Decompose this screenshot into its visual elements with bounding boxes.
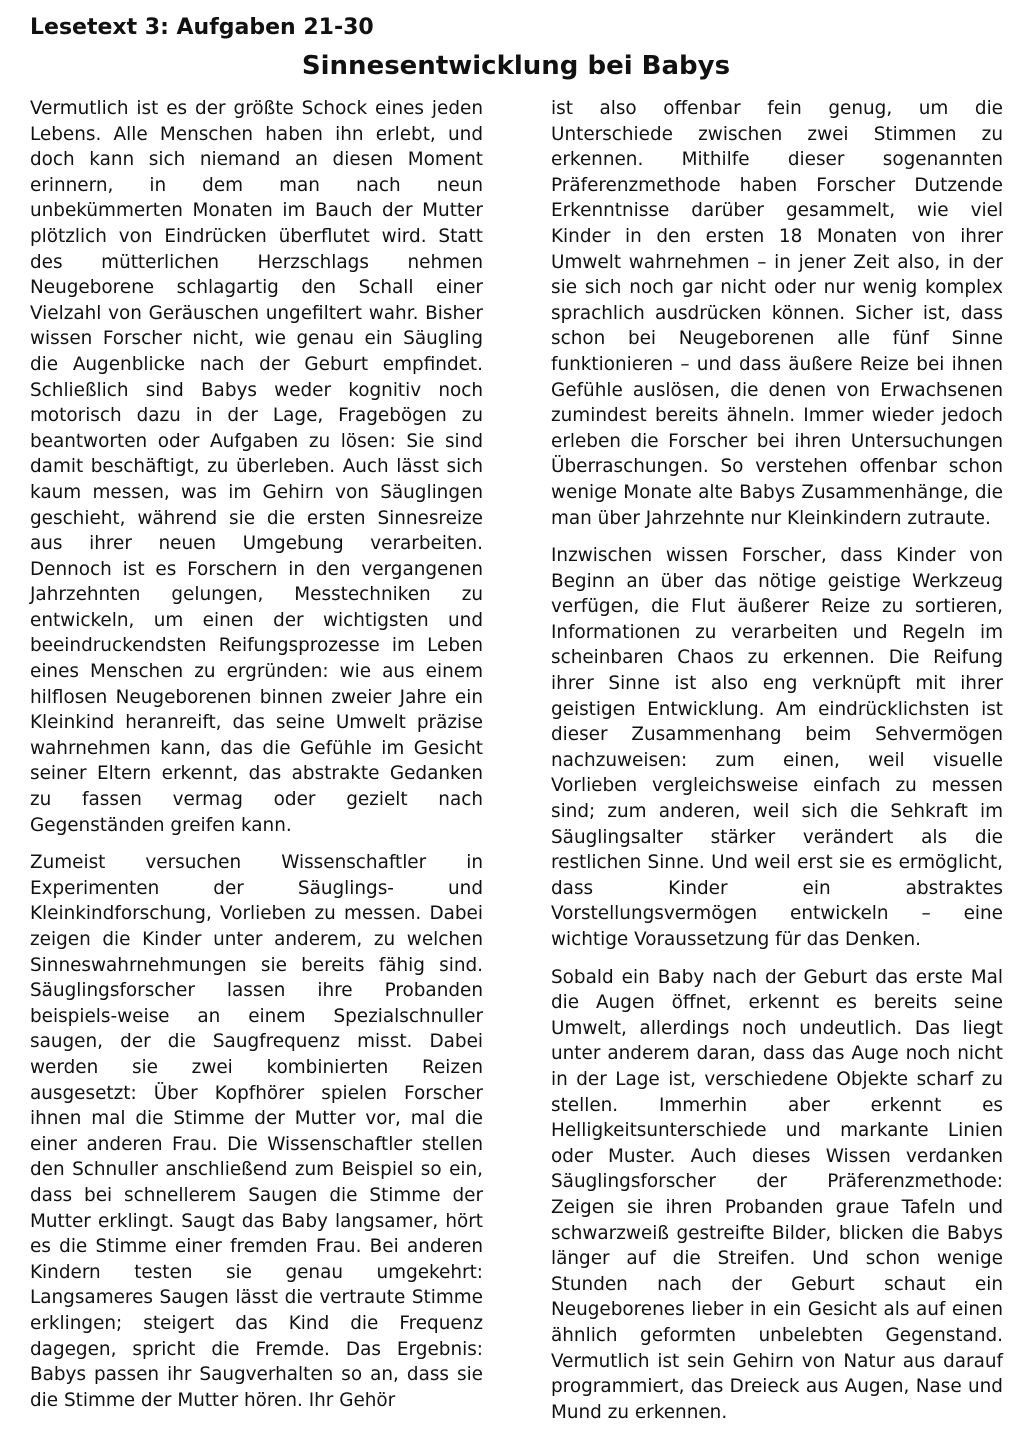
section-header: Lesetext 3: Aufgaben 21-30 — [30, 15, 374, 40]
paragraph: Vermutlich ist es der größte Schock eines jeden Lebens. Alle Menschen haben ihn erlebt, und doch kann sich niemand an diesen Moment erinnern, in dem man nach neun unbekümmerten Monaten im Bauch der Mutter plötzlich von Eindrücken überflutet wird. Statt des mütterlichen Herzschlags nehmen Neugeborene schlagartig den Schall einer Vielzahl von Geräuschen ungefiltert wahr. Bisher wissen Forscher nicht, wie genau ein Säugling die Augenblicke nach der Geburt empfindet. Schließlich sind Babys weder kognitiv noch motorisch dazu in der Lage, Fragebögen zu beantworten oder Aufgaben zu lösen: Sie sind damit beschäftigt, zu überleben. Auch lässt sich kaum messen, was im Gehirn von Säuglingen geschieht, während sie die ersten Sinnesreize aus ihrer neuen Umgebung verarbeiten. Dennoch ist es Forschern in den vergangenen Jahrzehnten gelungen, Messtechniken zu entwickeln, um einen der wichtigsten und beeindruckendsten Reifungsprozesse im Leben eines Menschen zu ergründen: wie aus einem hilflosen Neugeborenen binnen zweier Jahre ein Kleinkind heranreift, das seine Umwelt präzise wahrnehmen kann, das die Gefühle im Gesicht seiner Eltern erkennt, das abstrakte Gedanken zu fassen vermag oder gezielt nach Gegenständen greifen kann. — [30, 98, 483, 836]
article-title: Sinnesentwicklung bei Babys — [301, 51, 731, 81]
left-column — [30, 96, 483, 1425]
right-column — [551, 96, 1003, 1437]
paragraph: Inzwischen wissen Forscher, dass Kinder von Beginn an über das nötige geistige Werkzeug verfügen, die Flut äußerer Reize zu sortieren, Informationen zu verarbeiten und Regeln im scheinbaren Chaos zu erkennen. Die Reifung ihrer Sinne ist also eng verknüpft mit ihrer geistigen Entwicklung. Am eindrücklichsten ist dieser Zusammenhang beim Sehvermögen nachzuweisen: zum einen, weil visuelle Vorlieben vergleichsweise einfach zu messen sind; zum anderen, weil sich die Sehkraft im Säuglingsalter stärker verändert als die restlichen Sinne. Und weil erst sie es ermöglicht, dass Kinder ein abstraktes Vorstellungsvermögen entwickeln – eine wichtige Voraussetzung für das Denken. — [551, 545, 1003, 950]
paragraph: Sobald ein Baby nach der Geburt das erste Mal die Augen öffnet, erkennt es bereits seine Umwelt, allerdings noch undeutlich. Das liegt unter anderem daran, dass das Auge noch nicht in der Lage ist, verschiedene Objekte scharf zu stellen. Immerhin aber erkennt es Helligkeitsunterschiede und markante Linien oder Muster. Auch dieses Wissen verdanken Säuglingsforscher der Präferenzmethode: Zeigen sie ihren Probanden graue Tafeln und schwarzweiß gestreifte Bilder, blicken die Babys länger auf die Streifen. Und schon wenige Stunden nach der Geburt schaut ein Neugeborenes lieber in ein Gesicht als auf einen ähnlich geformten unbelebten Gegenstand. Vermutlich ist sein Gehirn von Natur aus darauf programmiert, das Dreieck aus Augen, Nase und Mund zu erkennen. — [551, 966, 1003, 1423]
paragraph: Zumeist versuchen Wissenschaftler in Experimenten der Säuglings- und Kleinkindforschung, Vorlieben zu messen. Dabei zeigen die Kinder unter anderem, zu welchen Sinneswahrnehmungen sie bereits fähig sind. Säuglingsforscher lassen ihre Probanden beispiels-weise an einem Spezialschnuller saugen, der die Saugfrequenz misst. Dabei werden sie zwei kombinierten Reizen ausgesetzt: Über Kopfhörer spielen Forscher ihnen mal die Stimme der Mutter vor, mal die einer anderen Frau. Die Wissenschaftler stellen den Schnuller anschließend zum Beispiel so ein, dass bei schnellerem Saugen die Stimme der Mutter erklingt. Saugt das Baby langsamer, hört es die Stimme einer fremden Frau. Bei anderen Kindern testen sie genau umgekehrt: Langsameres Saugen lässt die vertraute Stimme erklingen; steigert das Kind die Frequenz dagegen, spricht die Fremde. Das Ergebnis: Babys passen ihr Saugverhalten so an, dass sie die Stimme der Mutter hören. Ihr Gehör — [30, 852, 483, 1411]
paragraph: ist also offenbar fein genug, um die Unterschiede zwischen zwei Stimmen zu erkennen. Mithilfe dieser sogenannten Präferenzmethode haben Forscher Dutzende Erkenntnisse darüber gesammelt, wie viel Kinder in den ersten 18 Monaten von ihrer Umwelt wahrnehmen – in jener Zeit also, in der sie sich noch gar nicht oder nur wenig komplex sprachlich ausdrücken können. Sicher ist, dass schon bei Neugeborenen alle fünf Sinne funktionieren – und dass äußere Reize bei ihnen Gefühle auslösen, die denen von Erwachsenen zumindest bereits ähneln. Immer wieder jedoch erleben die Forscher bei ihren Untersuchungen Überraschungen. So verstehen offenbar schon wenige Monate alte Babys Zusammenhänge, die man über Jahrzehnte nur Kleinkindern zutraute. — [551, 98, 1003, 529]
